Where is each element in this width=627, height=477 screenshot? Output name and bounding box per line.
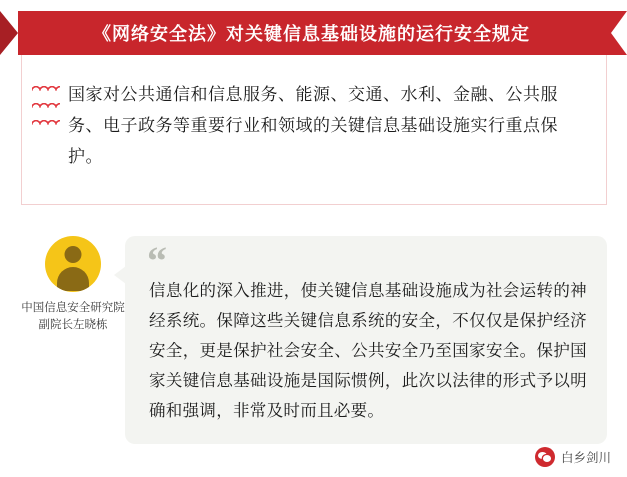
quote-bubble [125,236,607,444]
page-title: 《网络安全法》对关键信息基础设施的运行安全规定 [93,24,530,44]
squiggle-decoration-icon [32,83,62,143]
footer-signature [535,447,611,467]
avatar-head-shape [65,246,82,263]
quote-text: 信息化的深入推进，使关键信息基础设施成为社会运转的神经系统。保障这些关键信息系统的安全，不仅仅是保护经济安全，更是保护社会安全、公共安全乃至国家安全。保护国家关键信息基础设施是国际惯例，此次以法律的形式予以明确和强调，非常及时而且必要。 [149,282,587,420]
banner-notch-shape [611,11,627,55]
law-text-card [21,55,607,205]
law-paragraph: 国家对公共通信和信息服务、能源、交通、水利、金融、公共服务、电子政务等重要行业和领域的关键信息基础设施实行重点保护。 [68,85,558,166]
squiggle-line-3 [32,117,60,125]
quote-mark-icon: “ [147,238,167,283]
banner-tail-shape [0,11,18,55]
wechat-icon [535,447,555,467]
avatar [45,236,101,292]
banner-body [18,11,627,55]
account-name: 白乡剑川 [560,451,611,465]
header-banner [0,11,627,55]
expert-name-title: 中国信息安全研究院副院长左晓栋 [21,302,125,331]
expert-profile [21,236,125,334]
squiggle-line-1 [32,83,60,91]
squiggle-line-2 [32,100,60,108]
avatar-body-shape [57,267,89,291]
